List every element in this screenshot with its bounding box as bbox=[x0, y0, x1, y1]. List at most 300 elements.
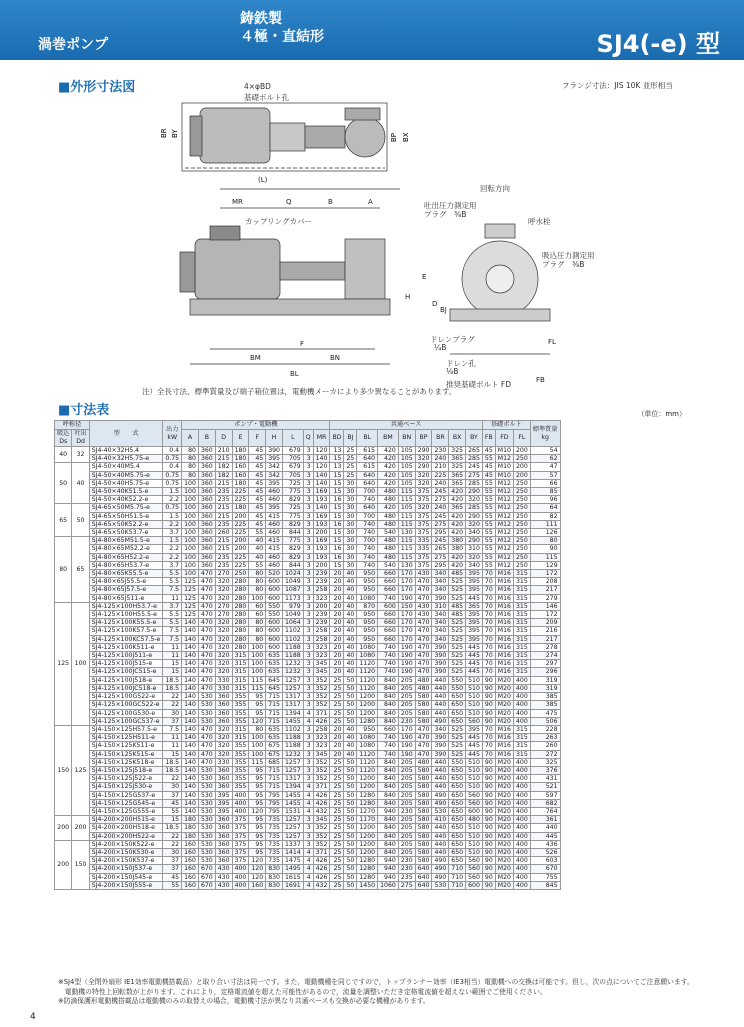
value-cell: 140 bbox=[182, 734, 199, 742]
svg-text:B: B bbox=[328, 198, 333, 206]
value-cell: 580 bbox=[415, 857, 432, 865]
value-cell: 352 bbox=[313, 832, 330, 840]
value-cell: 2.2 bbox=[163, 545, 182, 553]
table-row bbox=[55, 643, 561, 651]
svg-text:FL: FL bbox=[548, 338, 556, 346]
value-cell: 597 bbox=[530, 791, 560, 799]
value-cell: 225 bbox=[432, 471, 449, 479]
value-cell: 90 bbox=[482, 791, 495, 799]
value-cell: 40 bbox=[249, 537, 266, 545]
value-cell: 710 bbox=[449, 881, 466, 889]
value-cell: 25 bbox=[330, 881, 344, 889]
value-cell: 365 bbox=[449, 471, 466, 479]
value-cell: M16 bbox=[495, 635, 513, 643]
value-cell: 16 bbox=[330, 520, 344, 528]
value-cell: 1080 bbox=[357, 734, 378, 742]
value-cell: 70 bbox=[482, 602, 495, 610]
value-cell: 30 bbox=[344, 496, 357, 504]
value-cell: 530 bbox=[198, 717, 215, 725]
value-cell: 360 bbox=[215, 693, 232, 701]
value-cell: 11 bbox=[163, 734, 182, 742]
value-cell: 180 bbox=[182, 824, 199, 832]
value-cell: 320 bbox=[466, 553, 483, 561]
value-cell: 235 bbox=[398, 873, 415, 881]
value-cell: 55 bbox=[482, 504, 495, 512]
value-cell: 1102 bbox=[283, 627, 304, 635]
value-cell: 115 bbox=[530, 553, 560, 561]
discharge-size: 65 bbox=[72, 537, 89, 603]
value-cell: 205 bbox=[398, 701, 415, 709]
value-cell: 390 bbox=[432, 643, 449, 651]
value-cell: 525 bbox=[449, 578, 466, 586]
col-header: L bbox=[283, 430, 304, 447]
value-cell: 105 bbox=[398, 447, 415, 455]
value-cell: 22 bbox=[163, 840, 182, 848]
value-cell: 3 bbox=[303, 594, 313, 602]
value-cell: 180 bbox=[232, 479, 249, 487]
model-cell: SJ4-80×65J57.5-e bbox=[89, 586, 163, 594]
value-cell: 70 bbox=[482, 734, 495, 742]
model-cell: SJ4-65×50K52.2-e bbox=[89, 520, 163, 528]
value-cell: 13 bbox=[330, 447, 344, 455]
value-cell: 470 bbox=[198, 611, 215, 619]
table-row bbox=[55, 725, 561, 733]
model-cell: SJ4-150×125H57.5-e bbox=[89, 725, 163, 733]
value-cell: 460 bbox=[266, 496, 283, 504]
value-cell: 18.5 bbox=[163, 676, 182, 684]
model-cell: SJ4-125×100J515-e bbox=[89, 660, 163, 668]
value-cell: 278 bbox=[530, 643, 560, 651]
value-cell: M12 bbox=[495, 553, 513, 561]
table-row bbox=[55, 471, 561, 479]
value-cell: 323 bbox=[313, 734, 330, 742]
value-cell: 18.5 bbox=[163, 684, 182, 692]
value-cell: 170 bbox=[398, 578, 415, 586]
value-cell: 395 bbox=[466, 635, 483, 643]
table-row bbox=[55, 873, 561, 881]
drawing-section-title: ■外形寸法図 bbox=[58, 80, 136, 95]
value-cell: 480 bbox=[378, 512, 399, 520]
value-cell: 140 bbox=[182, 717, 199, 725]
value-cell: 0.75 bbox=[163, 471, 182, 479]
value-cell: 50 bbox=[344, 865, 357, 873]
value-cell: 335 bbox=[415, 537, 432, 545]
value-cell: 240 bbox=[432, 455, 449, 463]
value-cell: 140 bbox=[182, 635, 199, 643]
value-cell: 650 bbox=[449, 775, 466, 783]
discharge-header: 吐出 Dd bbox=[72, 430, 89, 447]
value-cell: 1200 bbox=[357, 783, 378, 791]
value-cell: 840 bbox=[378, 693, 399, 701]
value-cell: 600 bbox=[266, 627, 283, 635]
value-cell: 15 bbox=[330, 561, 344, 569]
value-cell: 440 bbox=[432, 848, 449, 856]
value-cell: 480 bbox=[378, 488, 399, 496]
value-cell: 11 bbox=[163, 643, 182, 651]
pump-casing-top bbox=[345, 117, 385, 157]
value-cell: 30 bbox=[344, 479, 357, 487]
svg-text:BL: BL bbox=[290, 370, 299, 378]
value-cell: 1188 bbox=[283, 734, 304, 742]
value-cell: 470 bbox=[198, 594, 215, 602]
svg-text:FB: FB bbox=[536, 376, 545, 384]
value-cell: M20 bbox=[495, 709, 513, 717]
value-cell: 250 bbox=[513, 529, 530, 537]
value-cell: 440 bbox=[432, 783, 449, 791]
value-cell: 670 bbox=[198, 881, 215, 889]
value-cell: 470 bbox=[198, 660, 215, 668]
value-cell: 95 bbox=[249, 693, 266, 701]
model-cell: SJ4-125×100J511-e bbox=[89, 652, 163, 660]
model-cell: SJ4-50×40M5.4 bbox=[89, 463, 163, 471]
value-cell: 90 bbox=[482, 840, 495, 848]
value-cell: 840 bbox=[378, 701, 399, 709]
value-cell: M20 bbox=[495, 783, 513, 791]
value-cell: 169 bbox=[313, 537, 330, 545]
value-cell: 270 bbox=[215, 611, 232, 619]
value-cell: 530 bbox=[198, 848, 215, 856]
value-cell: 580 bbox=[415, 693, 432, 701]
value-cell: 400 bbox=[513, 709, 530, 717]
value-cell: 100 bbox=[249, 652, 266, 660]
value-cell: M16 bbox=[495, 619, 513, 627]
value-cell: 352 bbox=[313, 693, 330, 701]
value-cell: 740 bbox=[357, 520, 378, 528]
value-cell: 115 bbox=[398, 545, 415, 553]
value-cell: 70 bbox=[482, 578, 495, 586]
value-cell: 3 bbox=[303, 512, 313, 520]
value-cell: 130 bbox=[398, 529, 415, 537]
value-cell: 3 bbox=[303, 471, 313, 479]
value-cell: M20 bbox=[495, 865, 513, 873]
value-cell: 615 bbox=[357, 463, 378, 471]
value-cell: 480 bbox=[378, 545, 399, 553]
value-cell: 250 bbox=[513, 537, 530, 545]
discharge-size: 40 bbox=[72, 463, 89, 504]
value-cell: 1257 bbox=[283, 832, 304, 840]
value-cell: 1531 bbox=[283, 807, 304, 815]
value-cell: 361 bbox=[530, 816, 560, 824]
value-cell: 172 bbox=[530, 570, 560, 578]
value-cell: 530 bbox=[198, 783, 215, 791]
value-cell: 180 bbox=[182, 816, 199, 824]
value-cell: 365 bbox=[449, 455, 466, 463]
value-cell: 90 bbox=[482, 799, 495, 807]
value-cell: 25 bbox=[330, 848, 344, 856]
value-cell: 235 bbox=[215, 488, 232, 496]
foundation-bolt-label: 推奨基礎ボルト FD bbox=[446, 380, 511, 389]
value-cell: 1257 bbox=[283, 676, 304, 684]
value-cell: 25 bbox=[330, 693, 344, 701]
value-cell: 215 bbox=[215, 479, 232, 487]
value-cell: 430 bbox=[215, 865, 232, 873]
value-cell: 400 bbox=[232, 865, 249, 873]
discharge-size: 32 bbox=[72, 447, 89, 463]
value-cell: 470 bbox=[415, 635, 432, 643]
value-cell: 735 bbox=[266, 848, 283, 856]
value-cell: 279 bbox=[530, 594, 560, 602]
value-cell: 700 bbox=[357, 537, 378, 545]
value-cell: 550 bbox=[266, 602, 283, 610]
value-cell: 375 bbox=[232, 816, 249, 824]
value-cell: 440 bbox=[432, 701, 449, 709]
value-cell: 50 bbox=[344, 758, 357, 766]
value-cell: 140 bbox=[182, 643, 199, 651]
value-cell: 3 bbox=[303, 750, 313, 758]
value-cell: 295 bbox=[432, 529, 449, 537]
drain-size: ⅛B bbox=[446, 367, 459, 376]
value-cell: 580 bbox=[415, 840, 432, 848]
value-cell: 315 bbox=[513, 586, 530, 594]
value-cell: 70 bbox=[482, 660, 495, 668]
value-cell: 150 bbox=[398, 602, 415, 610]
value-cell: 95 bbox=[249, 816, 266, 824]
value-cell: 80 bbox=[249, 586, 266, 594]
value-cell: 375 bbox=[232, 824, 249, 832]
value-cell: 105 bbox=[398, 471, 415, 479]
value-cell: M20 bbox=[495, 717, 513, 725]
value-cell: 530 bbox=[198, 807, 215, 815]
value-cell: 320 bbox=[215, 578, 232, 586]
value-cell: 600 bbox=[466, 807, 483, 815]
value-cell: 100 bbox=[182, 545, 199, 553]
value-cell: 323 bbox=[313, 742, 330, 750]
value-cell: 160 bbox=[249, 881, 266, 889]
table-row bbox=[55, 660, 561, 668]
value-cell: 62 bbox=[530, 455, 560, 463]
value-cell: 180 bbox=[182, 832, 199, 840]
value-cell: 375 bbox=[415, 529, 432, 537]
model-cell: SJ4-125×100GC522-e bbox=[89, 701, 163, 709]
value-cell: 400 bbox=[513, 824, 530, 832]
value-cell: 360 bbox=[215, 824, 232, 832]
value-cell: 710 bbox=[449, 873, 466, 881]
table-row bbox=[55, 652, 561, 660]
value-cell: 25 bbox=[330, 775, 344, 783]
value-cell: 829 bbox=[283, 496, 304, 504]
value-cell: 355 bbox=[232, 775, 249, 783]
value-cell: 320 bbox=[466, 496, 483, 504]
value-cell: 550 bbox=[449, 684, 466, 692]
value-cell: 1102 bbox=[283, 725, 304, 733]
value-cell: M16 bbox=[495, 750, 513, 758]
value-cell: 7.5 bbox=[163, 586, 182, 594]
value-cell: 205 bbox=[398, 775, 415, 783]
value-cell: 725 bbox=[283, 504, 304, 512]
value-cell: 20 bbox=[330, 602, 344, 610]
table-row bbox=[55, 775, 561, 783]
value-cell: 40 bbox=[344, 734, 357, 742]
model-cell: SJ4-80×65M51.5-e bbox=[89, 537, 163, 545]
value-cell: 950 bbox=[357, 578, 378, 586]
common-base bbox=[190, 299, 390, 315]
col-header: D bbox=[215, 430, 232, 447]
value-cell: 275 bbox=[398, 881, 415, 889]
value-cell: 140 bbox=[313, 504, 330, 512]
model-cell: SJ4-50×40H5.75-e bbox=[89, 479, 163, 487]
value-cell: 70 bbox=[482, 742, 495, 750]
value-cell: 400 bbox=[513, 717, 530, 725]
suction-size: 150 bbox=[55, 725, 72, 815]
value-cell: 360 bbox=[198, 529, 215, 537]
value-cell: 360 bbox=[215, 701, 232, 709]
value-cell: 335 bbox=[415, 545, 432, 553]
value-cell: 140 bbox=[182, 709, 199, 717]
value-cell: 740 bbox=[378, 750, 399, 758]
value-cell: 371 bbox=[313, 783, 330, 791]
value-cell: 3 bbox=[303, 537, 313, 545]
value-cell: 5.5 bbox=[163, 611, 182, 619]
value-cell: 275 bbox=[432, 496, 449, 504]
svg-text:Q: Q bbox=[286, 198, 292, 206]
value-cell: 15 bbox=[330, 479, 344, 487]
value-cell: 3.7 bbox=[163, 602, 182, 610]
value-cell: 560 bbox=[466, 799, 483, 807]
value-cell: 315 bbox=[513, 668, 530, 676]
value-cell: 3 bbox=[303, 545, 313, 553]
value-cell: 45 bbox=[163, 873, 182, 881]
value-cell: 200 bbox=[313, 602, 330, 610]
value-cell: 635 bbox=[266, 652, 283, 660]
value-cell: 340 bbox=[432, 725, 449, 733]
value-cell: 1280 bbox=[357, 873, 378, 881]
value-cell: 400 bbox=[513, 758, 530, 766]
value-cell: 205 bbox=[398, 816, 415, 824]
value-cell: 80 bbox=[249, 725, 266, 733]
value-cell: 193 bbox=[313, 520, 330, 528]
value-cell: 440 bbox=[432, 758, 449, 766]
value-cell: 470 bbox=[198, 750, 215, 758]
value-cell: 426 bbox=[313, 791, 330, 799]
value-cell: 100 bbox=[249, 750, 266, 758]
value-cell: 660 bbox=[378, 725, 399, 733]
value-cell: 95 bbox=[249, 701, 266, 709]
value-cell: 250 bbox=[232, 570, 249, 578]
value-cell: 170 bbox=[398, 570, 415, 578]
value-cell: 215 bbox=[215, 545, 232, 553]
value-cell: 400 bbox=[513, 881, 530, 889]
value-cell: 431 bbox=[530, 775, 560, 783]
value-cell: 325 bbox=[449, 463, 466, 471]
value-cell: 840 bbox=[378, 816, 399, 824]
value-cell: 650 bbox=[449, 693, 466, 701]
value-cell: 360 bbox=[198, 463, 215, 471]
value-cell: 445 bbox=[466, 652, 483, 660]
flange-note: フランジ寸法：JIS 10K 並形相当 bbox=[562, 81, 673, 90]
col-header: MR bbox=[313, 430, 330, 447]
value-cell: 240 bbox=[432, 504, 449, 512]
value-cell: 140 bbox=[313, 471, 330, 479]
value-cell: 375 bbox=[415, 488, 432, 496]
value-cell: 50 bbox=[344, 701, 357, 709]
value-cell: M12 bbox=[495, 529, 513, 537]
value-cell: 30 bbox=[344, 553, 357, 561]
model-title: SJ4(-e) 型 bbox=[596, 30, 720, 58]
table-row bbox=[55, 881, 561, 889]
table-row bbox=[55, 701, 561, 709]
value-cell: 775 bbox=[283, 512, 304, 520]
value-cell: 360 bbox=[198, 512, 215, 520]
value-cell: 525 bbox=[449, 643, 466, 651]
motor-side bbox=[195, 239, 280, 299]
value-cell: 360 bbox=[198, 479, 215, 487]
value-cell: 360 bbox=[198, 455, 215, 463]
value-cell: 140 bbox=[182, 701, 199, 709]
value-cell: 475 bbox=[530, 709, 560, 717]
value-cell: 70 bbox=[482, 668, 495, 676]
value-cell: 30 bbox=[163, 848, 182, 856]
table-row bbox=[55, 742, 561, 750]
value-cell: 45 bbox=[249, 504, 266, 512]
value-cell: M16 bbox=[495, 570, 513, 578]
value-cell: 440 bbox=[432, 824, 449, 832]
value-cell: 315 bbox=[513, 627, 530, 635]
value-cell: 50 bbox=[344, 684, 357, 692]
value-cell: 55 bbox=[482, 529, 495, 537]
value-cell: 360 bbox=[198, 545, 215, 553]
value-cell: 160 bbox=[182, 881, 199, 889]
col-header: H bbox=[266, 430, 283, 447]
value-cell: 600 bbox=[466, 881, 483, 889]
value-cell: 375 bbox=[415, 520, 432, 528]
value-cell: 470 bbox=[415, 586, 432, 594]
table-row bbox=[55, 447, 561, 455]
value-cell: 315 bbox=[513, 619, 530, 627]
value-cell: 432 bbox=[313, 881, 330, 889]
value-cell: 111 bbox=[530, 520, 560, 528]
value-cell: 352 bbox=[313, 684, 330, 692]
series-label bbox=[240, 10, 324, 46]
value-cell: 1.5 bbox=[163, 488, 182, 496]
value-cell: 715 bbox=[266, 709, 283, 717]
value-cell: 280 bbox=[232, 586, 249, 594]
value-cell: 140 bbox=[182, 807, 199, 815]
value-cell: 55 bbox=[482, 537, 495, 545]
svg-text:D: D bbox=[432, 300, 438, 308]
value-cell: 95 bbox=[249, 848, 266, 856]
value-cell: 1170 bbox=[357, 816, 378, 824]
value-cell: 764 bbox=[530, 807, 560, 815]
value-cell: M20 bbox=[495, 816, 513, 824]
value-cell: 1024 bbox=[283, 570, 304, 578]
value-cell: 25 bbox=[330, 799, 344, 807]
value-cell: 20 bbox=[330, 652, 344, 660]
value-cell: 420 bbox=[449, 488, 466, 496]
value-cell: 25 bbox=[330, 824, 344, 832]
top-view-drawing bbox=[160, 78, 460, 183]
model-cell: SJ4-125×100K511-e bbox=[89, 643, 163, 651]
value-cell: 979 bbox=[283, 602, 304, 610]
model-cell: SJ4-65×50H51.5-e bbox=[89, 512, 163, 520]
value-cell: 490 bbox=[432, 857, 449, 865]
value-cell: 4 bbox=[303, 717, 313, 725]
value-cell: 40 bbox=[249, 553, 266, 561]
value-cell: 340 bbox=[432, 578, 449, 586]
value-cell: 20 bbox=[330, 594, 344, 602]
model-cell: SJ4-80×65K55.5-e bbox=[89, 570, 163, 578]
value-cell: 250 bbox=[513, 553, 530, 561]
value-cell: 25 bbox=[330, 717, 344, 725]
value-cell: 470 bbox=[198, 684, 215, 692]
value-cell: 440 bbox=[432, 684, 449, 692]
value-cell: 1455 bbox=[283, 799, 304, 807]
suction-size: 50 bbox=[55, 463, 72, 504]
value-cell: 40 bbox=[344, 750, 357, 758]
model-cell: SJ4-80×65J511-e bbox=[89, 594, 163, 602]
value-cell: 95 bbox=[249, 783, 266, 791]
value-cell: 45 bbox=[482, 463, 495, 471]
value-cell: 30 bbox=[344, 488, 357, 496]
